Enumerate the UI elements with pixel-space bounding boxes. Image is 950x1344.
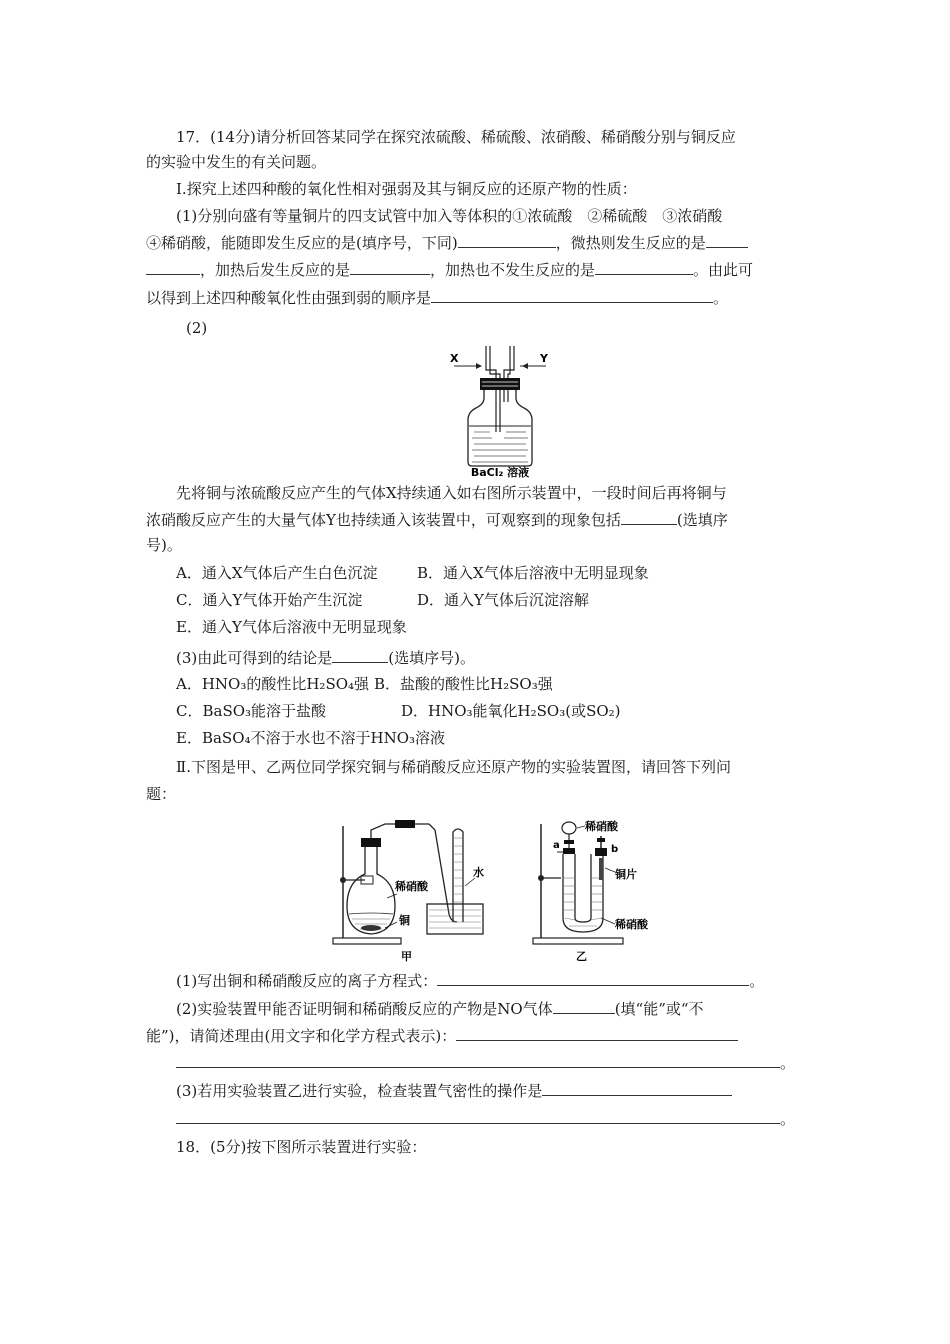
answer-blank[interactable] bbox=[456, 1025, 738, 1041]
sub2-text: 浓硝酸反应产生的大量气体Y也持续通入该装置中，可观察到的现象包括 bbox=[146, 511, 621, 529]
answer-blank[interactable] bbox=[706, 232, 748, 248]
answer-blank[interactable] bbox=[595, 259, 693, 275]
part1-heading: Ⅰ.探究上述四种酸的氧化性相对强弱及其与铜反应的还原产物的性质： bbox=[176, 180, 637, 198]
sub2-para-1: 先将铜与浓硫酸反应产生的气体X持续通入如右图所示装置中，一段时间后再将铜与 bbox=[176, 484, 727, 502]
sub1-text: ④稀硝酸，能随即发生反应的是(填序号，下同) bbox=[146, 234, 458, 252]
valve-a-label: a bbox=[553, 840, 560, 851]
answer-blank[interactable] bbox=[553, 998, 615, 1014]
part2-line-2: 题： bbox=[146, 785, 177, 803]
option-d[interactable]: D．通入Y气体后沉淀溶解 bbox=[417, 591, 589, 609]
valve-b-label: b bbox=[611, 844, 619, 855]
answer-blank[interactable] bbox=[176, 1052, 780, 1068]
apparatus-yi-figure bbox=[525, 818, 670, 964]
answer-blank[interactable] bbox=[437, 970, 749, 986]
q17-line-1: 17．(14分)请分析回答某同学在探究浓硫酸、稀硫酸、浓硝酸、稀硝酸分别与铜反应 bbox=[176, 128, 736, 146]
apparatus-yi-label: 乙 bbox=[576, 950, 587, 963]
answer-blank[interactable] bbox=[146, 259, 200, 275]
answer-blank[interactable] bbox=[332, 647, 388, 663]
sub2-para-2 bbox=[146, 509, 728, 530]
gas-bottle-figure bbox=[440, 342, 560, 478]
sub1-text: ，加热后发生反应的是 bbox=[200, 261, 351, 279]
gas-y-label: Y bbox=[540, 352, 548, 365]
option-e[interactable]: E．通入Y气体后溶液中无明显现象 bbox=[176, 618, 407, 636]
part2-text: (1)写出铜和稀硝酸反应的离子方程式： bbox=[176, 972, 438, 990]
part2-q2-line-2 bbox=[146, 1025, 738, 1046]
sub3-question bbox=[176, 647, 475, 668]
conclusion-a[interactable]: A．HNO₃的酸性比H₂SO₄强 bbox=[176, 675, 370, 693]
copper-label: 铜 bbox=[399, 914, 410, 927]
sub1-line-4 bbox=[146, 287, 728, 308]
option-a[interactable]: A．通入X气体后产生白色沉淀 bbox=[176, 564, 378, 582]
conclusion-d[interactable]: D．HNO₃能氧化H₂SO₃(或SO₂) bbox=[401, 702, 621, 720]
sub1-line-1: (1)分别向盛有等量铜片的四支试管中加入等体积的①浓硫酸 ②稀硫酸 ③浓硝酸 bbox=[176, 207, 723, 225]
part2-text: 。 bbox=[780, 1110, 796, 1128]
sub1-text: 。 bbox=[713, 289, 729, 307]
part2-line-1: Ⅱ.下图是甲、乙两位同学探究铜与稀硝酸反应还原产物的实验装置图，请回答下列问 bbox=[176, 758, 731, 776]
gas-x-label: X bbox=[450, 352, 459, 365]
bacl2-label: BaCl₂ 溶液 bbox=[470, 466, 530, 478]
sub2-para-3: 号)。 bbox=[146, 536, 182, 554]
answer-blank[interactable] bbox=[431, 287, 713, 303]
answer-blank[interactable] bbox=[350, 259, 430, 275]
sub1-text: 以得到上述四种酸氧化性由强到弱的顺序是 bbox=[146, 289, 432, 307]
water-label: 水 bbox=[473, 866, 484, 879]
conclusion-b[interactable]: B．盐酸的酸性比H₂SO₃强 bbox=[374, 675, 553, 693]
sub1-line-3 bbox=[146, 259, 753, 280]
part2-q1 bbox=[176, 970, 764, 991]
part2-q3-line-2 bbox=[176, 1108, 795, 1129]
answer-blank[interactable] bbox=[176, 1108, 780, 1124]
part2-text: (填“能”或“不 bbox=[614, 1000, 704, 1018]
option-c[interactable]: C．通入Y气体开始产生沉淀 bbox=[176, 591, 363, 609]
part2-text: (2)实验装置甲能否证明铜和稀硝酸反应的产物是NO气体 bbox=[176, 1000, 553, 1018]
part2-q2-line-3 bbox=[176, 1052, 795, 1073]
dilute-nitric-acid-label: 稀硝酸 bbox=[615, 918, 648, 931]
sub3-text: (选填序号)。 bbox=[388, 649, 475, 667]
conclusion-c[interactable]: C．BaSO₃能溶于盐酸 bbox=[176, 702, 327, 720]
sub2-text: (选填序 bbox=[676, 511, 728, 529]
part2-q2-line-1 bbox=[176, 998, 704, 1019]
q18-line-1: 18．(5分)按下图所示装置进行实验： bbox=[176, 1138, 427, 1156]
q17-line-2: 的实验中发生的有关问题。 bbox=[146, 153, 327, 171]
sub1-text: ，微热则发生反应的是 bbox=[555, 234, 706, 252]
sub3-text: (3)由此可得到的结论是 bbox=[176, 649, 333, 667]
part2-text: 。 bbox=[749, 972, 765, 990]
answer-blank[interactable] bbox=[458, 232, 556, 248]
sub2-label: (2) bbox=[186, 319, 208, 337]
sub1-text: 。由此可 bbox=[693, 261, 754, 279]
part2-text: 能”)，请简述理由(用文字和化学方程式表示)： bbox=[146, 1027, 457, 1045]
part2-q3-line-1 bbox=[176, 1080, 732, 1101]
copper-sheet-label: 铜片 bbox=[615, 868, 637, 881]
sub1-text: ，加热也不发生反应的是 bbox=[430, 261, 596, 279]
part2-text: 。 bbox=[780, 1054, 796, 1072]
apparatus-jia-label: 甲 bbox=[401, 950, 412, 963]
option-b[interactable]: B．通入X气体后溶液中无明显现象 bbox=[417, 564, 649, 582]
dilute-nitric-acid-label: 稀硝酸 bbox=[585, 820, 618, 833]
dilute-nitric-acid-label: 稀硝酸 bbox=[395, 880, 428, 893]
sub1-line-2 bbox=[146, 232, 748, 253]
conclusion-e[interactable]: E．BaSO₄不溶于水也不溶于HNO₃溶液 bbox=[176, 729, 446, 747]
apparatus-jia-figure bbox=[325, 818, 495, 964]
answer-blank[interactable] bbox=[621, 509, 677, 525]
answer-blank[interactable] bbox=[542, 1080, 732, 1096]
part2-text: (3)若用实验装置乙进行实验，检查装置气密性的操作是 bbox=[176, 1082, 543, 1100]
